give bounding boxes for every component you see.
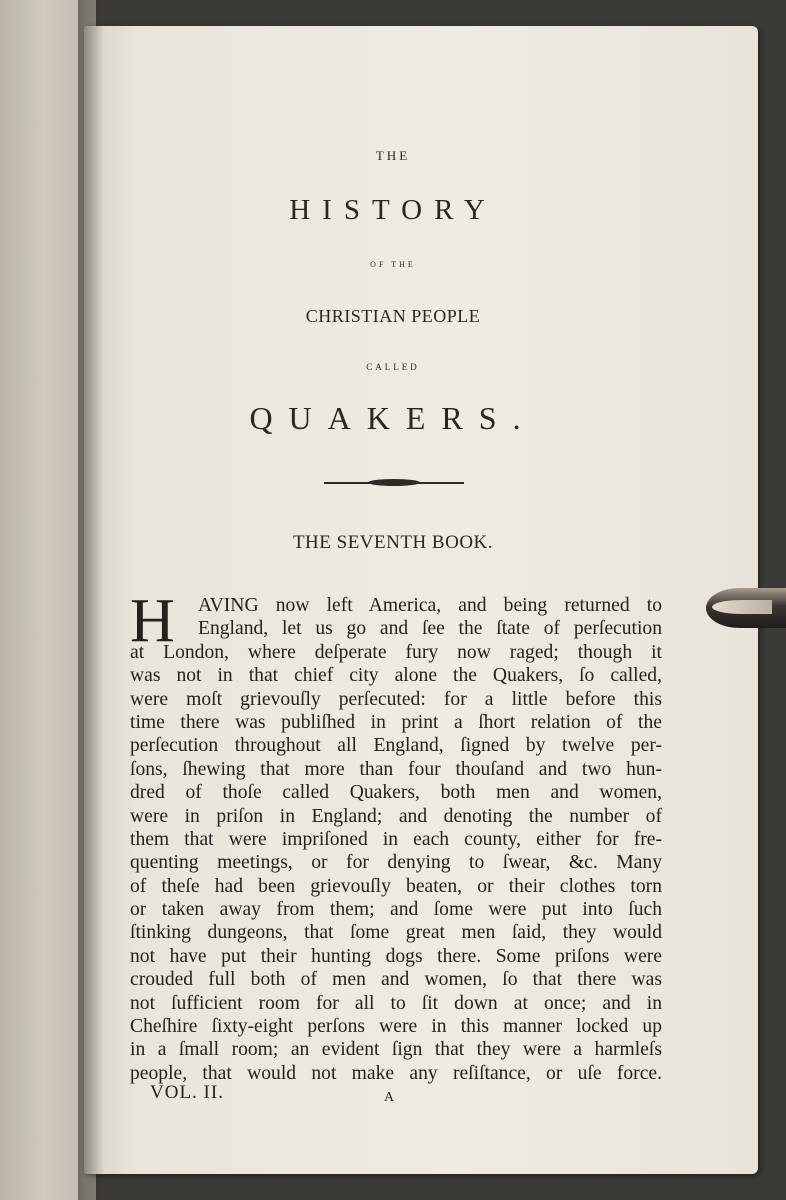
text-line: them that were impriſoned in each county, either for fre- — [130, 828, 662, 850]
gutter-shadow — [78, 0, 104, 1200]
text-line: at London, where deſperate fury now raged; though it — [130, 641, 662, 663]
text-line: ſons, ſhewing that more than four thouſand and two hun- — [130, 758, 662, 780]
text-line: England, let us go and ſee the ſtate of perſecution — [198, 618, 662, 640]
volume-label: VOL. II. — [150, 1082, 224, 1103]
text-line: were in priſon in England; and denoting the number of — [130, 805, 662, 827]
text-line: dred of thoſe called Quakers, both men and women, — [130, 782, 662, 804]
title-of-the: OF THE — [370, 260, 416, 269]
text-line: not have put their hunting dogs there. Some priſons were — [130, 945, 662, 967]
text-line: were moſt grievouſly perſecuted: for a little before this — [130, 688, 662, 710]
text-line: in a ſmall room; an evident ſign that they were a harmleſs — [130, 1039, 662, 1061]
text-line: perſecution throughout all England, ſigned by twelve per- — [130, 735, 662, 757]
book-heading: THE SEVENTH BOOK. — [292, 532, 494, 553]
text-line: AVING now left America, and being returned to — [198, 595, 662, 616]
title-called: CALLED — [366, 362, 420, 372]
text-line: crouded full both of men and women, ſo that there was — [130, 969, 662, 991]
text-line: quenting meetings, or for denying to ſwear, &c. Many — [130, 852, 662, 874]
text-line: Cheſhire ſixty-eight perſons were in this manner locked up — [130, 1016, 662, 1038]
title-quakers: QUAKERS. — [249, 400, 537, 436]
title-history: HISTORY — [289, 194, 497, 226]
text-line: not ſufficient room for all to ſit down at once; and in — [130, 992, 662, 1014]
body-paragraph — [130, 587, 662, 1085]
drop-cap: H — [130, 587, 175, 655]
text-line: ſtinking dungeons, that ſome great men ſaid, they would — [130, 922, 662, 944]
text-line: time there was publiſhed in print a ſhort relation of the — [130, 711, 662, 733]
text-line: of theſe had been grievouſly beaten, or their clothes torn — [130, 875, 662, 897]
signature-mark: A — [384, 1090, 395, 1105]
text-line: people, that would not make any reſiſtance, or uſe force. — [130, 1062, 662, 1084]
text-line: was not in that chief city alone the Quakers, ſo called, — [130, 665, 662, 687]
title-christian-people: CHRISTIAN PEOPLE — [305, 306, 481, 326]
text-line: or taken away from them; and ſome were put into ſuch — [130, 899, 662, 921]
title-the: THE — [375, 148, 411, 163]
bookmark-ribbon-tip — [712, 600, 772, 614]
ornamental-rule-center — [368, 479, 420, 486]
